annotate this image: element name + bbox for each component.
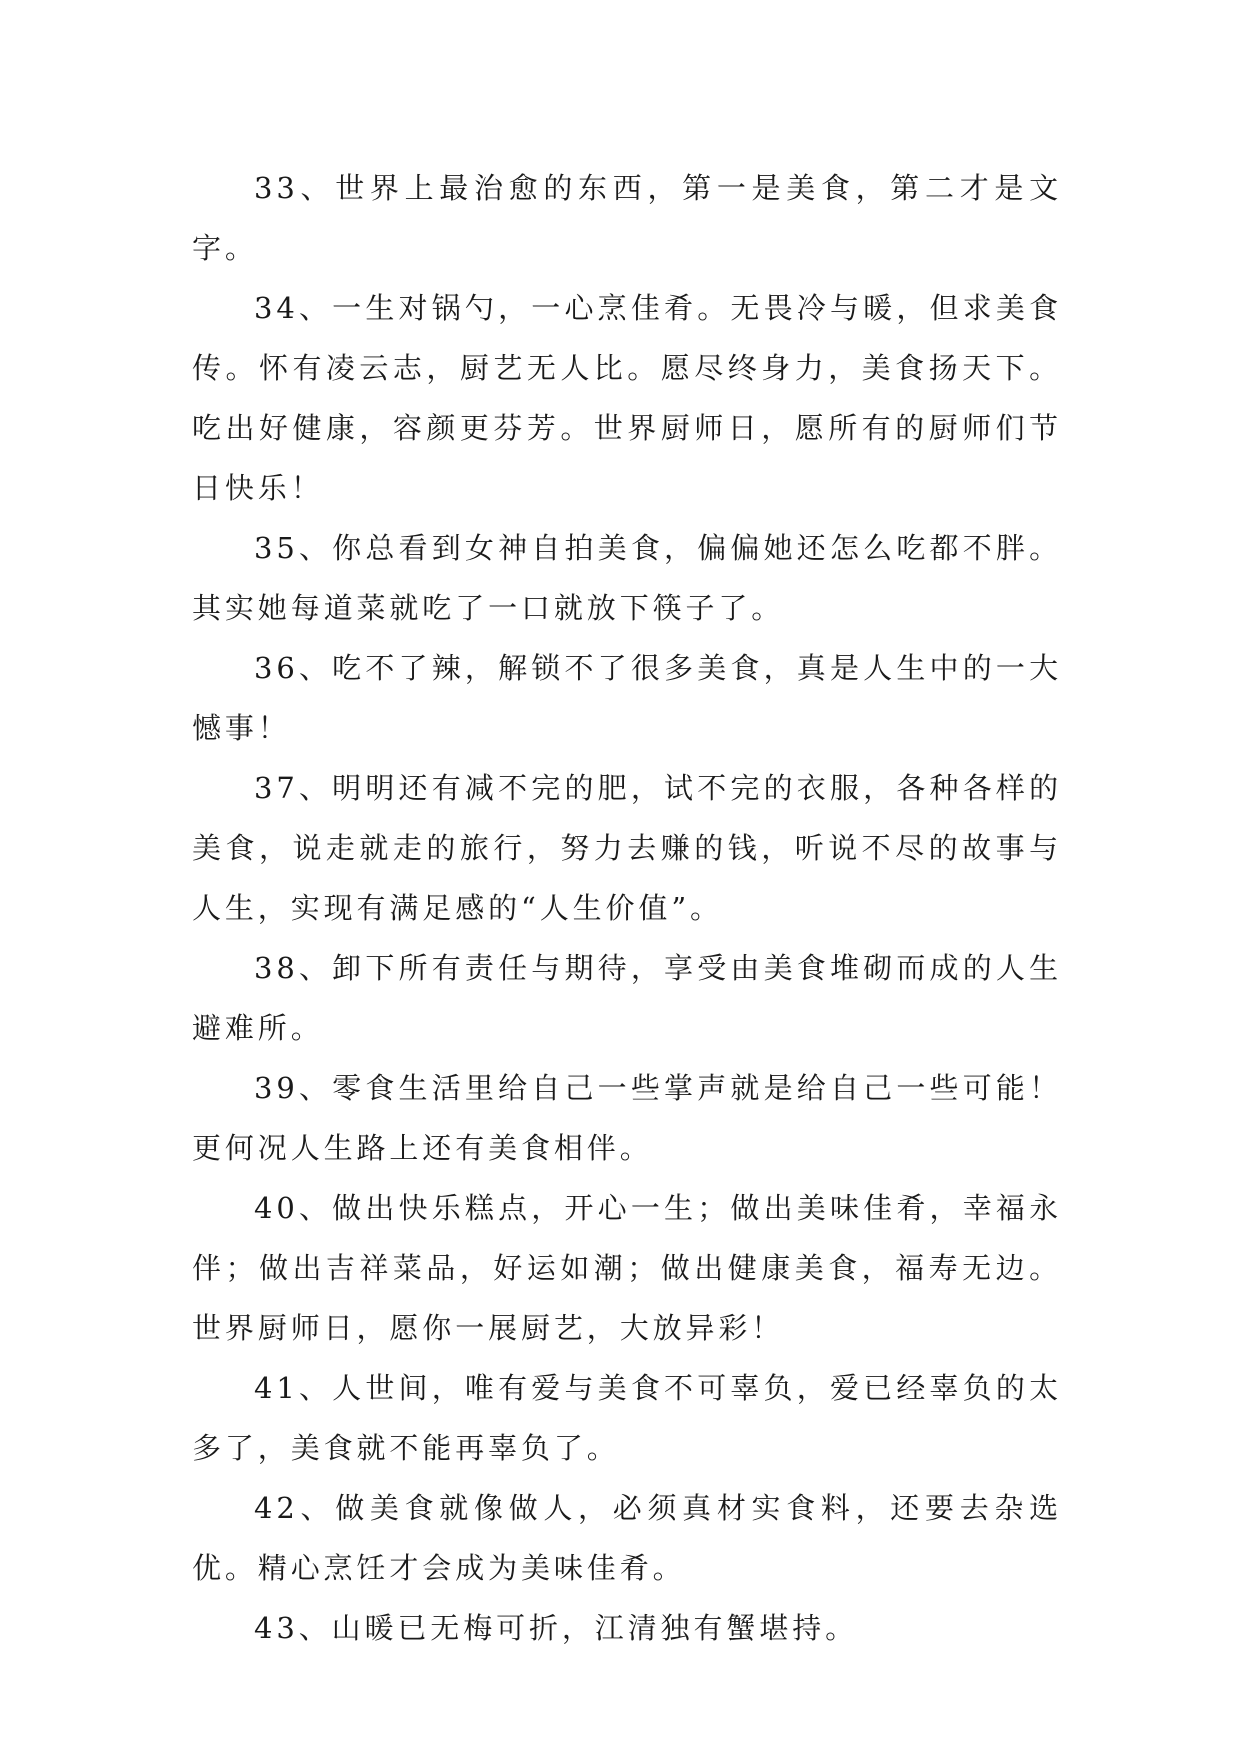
- paragraph-37: 37、明明还有减不完的肥，试不完的衣服，各种各样的美食，说走就走的旅行，努力去赚的钱，听说不尽的故事与人生，实现有满足感的“人生价值”。: [192, 771, 1062, 925]
- paragraph-35: 35、你总看到女神自拍美食，偏偏她还怎么吃都不胖。其实她每道菜就吃了一口就放下筷子了。: [192, 531, 1062, 625]
- paragraph-33: 33、世界上最治愈的东西，第一是美食，第二才是文字。: [192, 171, 1062, 265]
- paragraph-40: 40、做出快乐糕点，开心一生；做出美味佳肴，幸福永伴；做出吉祥菜品，好运如潮；做出健康美食，福寿无边。世界厨师日，愿你一展厨艺，大放异彩！: [192, 1191, 1062, 1345]
- paragraph-42: 42、做美食就像做人，必须真材实食料，还要去杂选优。精心烹饪才会成为美味佳肴。: [192, 1491, 1062, 1585]
- paragraph-43: 43、山暖已无梅可折，江清独有蟹堪持。: [254, 1611, 859, 1645]
- document-body: [192, 158, 1062, 1658]
- paragraph-34: 34、一生对锅勺，一心烹佳肴。无畏冷与暖，但求美食传。怀有凌云志，厨艺无人比。愿尽终身力，美食扬天下。吃出好健康，容颜更芬芳。世界厨师日，愿所有的厨师们节日快乐！: [192, 291, 1062, 505]
- paragraph-39: 39、零食生活里给自己一些掌声就是给自己一些可能！更何况人生路上还有美食相伴。: [192, 1071, 1062, 1165]
- paragraph-36: 36、吃不了辣，解锁不了很多美食，真是人生中的一大憾事！: [192, 651, 1062, 745]
- paragraph-41: 41、人世间，唯有爱与美食不可辜负，爱已经辜负的太多了，美食就不能再辜负了。: [192, 1371, 1062, 1465]
- paragraph-38: 38、卸下所有责任与期待，享受由美食堆砌而成的人生避难所。: [192, 951, 1062, 1045]
